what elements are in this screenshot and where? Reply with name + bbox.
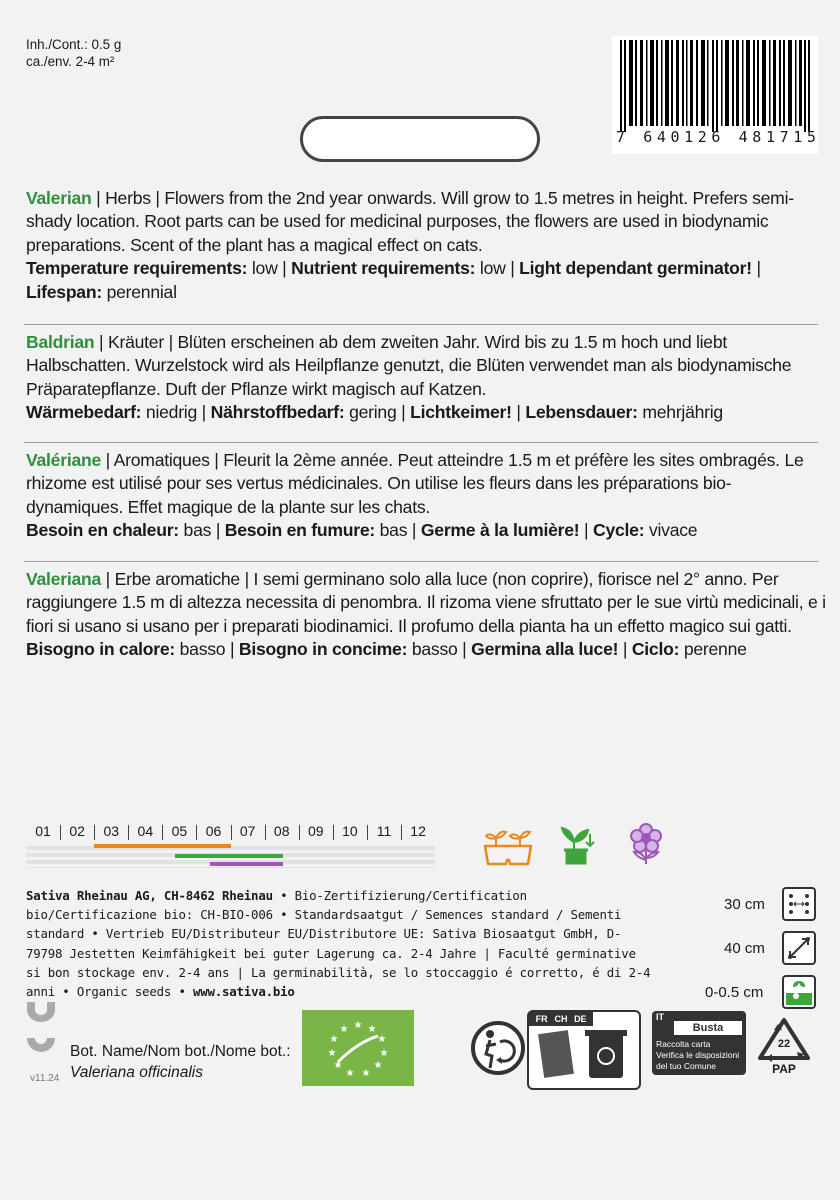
svg-text:★: ★: [339, 1024, 349, 1035]
svg-text:★: ★: [373, 1060, 383, 1071]
month-label: 04: [128, 823, 162, 839]
pap-number: 22: [777, 1038, 791, 1050]
nutrient-label-en: Nutrient requirements:: [291, 258, 476, 279]
pap-recycling-icon: [756, 1016, 812, 1078]
month-label: 11: [367, 823, 401, 839]
light-germinator-it: Germina alla luce!: [471, 639, 619, 660]
barcode: [612, 36, 821, 154]
month-label: 07: [231, 823, 265, 839]
svg-text:★: ★: [329, 1034, 339, 1045]
svg-text:★: ★: [327, 1048, 337, 1059]
plant-distance-value: 40 cm: [724, 940, 765, 957]
separator: |: [751, 258, 761, 279]
svg-text:★: ★: [377, 1034, 387, 1045]
light-germinator-en: Light dependant germinator!: [519, 258, 752, 279]
description-fr: | Aromatiques | Fleurit la 2ème année. Peut atteindre 1.5 m et préfère les sites ombragés. Le rhizome est utilisé pour ses vertus médicinales. On utilise les fleurs dans les préparations bio-dynamiques. Effet magique de la plante sur les chats.: [26, 450, 804, 517]
svg-text:★: ★: [345, 1068, 355, 1079]
nutrient-value-en: low |: [475, 258, 520, 279]
light-germinator-fr: Germe à la lumière!: [420, 520, 580, 541]
temp-value-fr: bas |: [178, 520, 225, 541]
cycle-label-fr: Cycle:: [593, 520, 645, 541]
divider: [24, 324, 818, 325]
paper-bin-icon: [529, 1026, 635, 1086]
section-english: [26, 187, 826, 304]
lifespan-label-de: Lebensdauer:: [525, 402, 638, 423]
separator: |: [511, 402, 526, 423]
eu-organic-logo: [302, 1010, 414, 1086]
transplant-icon: [560, 826, 600, 873]
nutrient-value-de: gering |: [344, 402, 411, 423]
section-german: [26, 331, 826, 425]
temp-value-en: low |: [247, 258, 292, 279]
svg-text:★: ★: [379, 1048, 389, 1059]
nutrient-value-it: basso |: [407, 639, 472, 660]
lifespan-value-en: perennial: [101, 281, 177, 302]
triman-icon: [470, 1020, 526, 1081]
sativa-logo: [24, 998, 58, 1075]
raccolta-line2: Verifica le disposizioni: [656, 1050, 740, 1060]
legal-text: [26, 886, 656, 1001]
month-label: 03: [94, 823, 128, 839]
svg-text:★: ★: [361, 1068, 371, 1079]
nutrient-label-fr: Besoin en fumure:: [224, 520, 375, 541]
plant-name-fr: Valériane: [26, 450, 102, 470]
sowing-depth-icon: [782, 975, 816, 1009]
svg-text:★: ★: [367, 1024, 377, 1035]
month-label: 01: [35, 823, 51, 839]
month-label: 08: [265, 823, 299, 839]
temp-value-it: basso |: [174, 639, 239, 660]
cycle-value-fr: vivace: [644, 520, 698, 541]
calendar-bar-sowing-tray: [94, 844, 230, 848]
nutrient-label-it: Bisogno in concime:: [238, 639, 408, 660]
row-spacing-icon: [782, 887, 816, 921]
version-code: v11.24: [30, 1073, 60, 1084]
sowing-depth-value: 0-0.5 cm: [705, 984, 764, 1001]
calendar-bar-flowering: [210, 862, 284, 866]
svg-text:★: ★: [353, 1020, 363, 1031]
window-slot: [300, 116, 540, 162]
month-label: 12: [401, 823, 435, 839]
nutrient-label-de: Nährstoffbedarf:: [210, 402, 345, 423]
row-spacing-value: 30 cm: [724, 896, 765, 913]
month-calendar: [26, 823, 435, 839]
description-de: | Kräuter | Blüten erscheinen ab dem zweiten Jahr. Wird bis zu 1.5 m hoch und liebt Halbschatten. Wurzelstock wird als Heilpflanze genutzt, die Blüten verwendet man als biodynamische Präparatepflanze. Duft der Pflanze wirkt magisch auf Katzen.: [26, 332, 792, 399]
barcode-bars: [612, 36, 818, 132]
coverage-area: ca./env. 2-4 m²: [26, 54, 115, 69]
divider: [24, 561, 818, 562]
section-french: [26, 449, 826, 543]
temp-label-de: Wärmebedarf:: [26, 402, 142, 423]
company-name: Sativa Rheinau AG, CH-8462 Rheinau: [26, 888, 273, 903]
light-germinator-de: Lichtkeimer!: [410, 402, 512, 423]
plant-name-en: Valerian: [26, 188, 92, 208]
plant-name-it: Valeriana: [26, 569, 102, 589]
nutrient-value-fr: bas |: [374, 520, 421, 541]
country-ch: CH: [554, 1014, 568, 1024]
cycle-value-it: perenne: [679, 639, 747, 660]
cycle-label-it: Ciclo:: [631, 639, 680, 660]
flower-icon: [626, 822, 666, 871]
temp-label-it: Bisogno in calore:: [26, 639, 175, 660]
barcode-number: 7 640126 481715: [616, 128, 821, 146]
lifespan-value-de: mehrjährig: [637, 402, 723, 423]
italy-recycling-box: [652, 1011, 746, 1075]
svg-text:★: ★: [333, 1060, 343, 1071]
month-label: 02: [60, 823, 94, 839]
country-fr: FR: [535, 1014, 548, 1024]
raccolta-line1: Raccolta carta: [656, 1039, 711, 1049]
temp-value-de: niedrig |: [141, 402, 211, 423]
separator: |: [579, 520, 594, 541]
botanical-name: Valeriana officinalis: [70, 1064, 203, 1081]
divider: [24, 442, 818, 443]
lifespan-label-en: Lifespan:: [26, 281, 102, 302]
temp-label-en: Temperature requirements:: [26, 258, 248, 279]
certification-text: • Bio-Zertifizierung/Certification bio/Certificazione bio: CH-BIO-006 • Standardsaatgut / Semences standard / Sementi standard • Vertrieb EU/Distributeur EU/Distributore UE: Sativa Biosaatgut GmbH, D-79798 Jestetten Keimfähigkeit bei guter Lagerung ca. 2-4 Jahre | Faculté germinative si bon stockage env. 2-4 ans | La germinabilità, se lo stoccaggio é corretto, é di 2-4 anni • Organic seeds •: [26, 888, 651, 1000]
seed-tray-icon: [483, 828, 533, 873]
botanical-label: Bot. Name/Nom bot./Nome bot.:: [70, 1043, 291, 1060]
content-weight: Inh./Cont.: 0.5 g: [26, 37, 122, 52]
section-italian: [26, 568, 826, 662]
busta-label: Busta: [674, 1021, 742, 1035]
info-tri-box: [527, 1010, 641, 1090]
month-label: 09: [299, 823, 333, 839]
description-it: | Erbe aromatiche | I semi germinano solo alla luce (non coprire), fiorisce nel 2° anno. Per raggiungere 1.5 m di altezza necessita di penombra. Il rizoma viene sfruttato per le sue virtù medicinali, e i fiori si usano si usano per i preparati biodinamici. Il profumo della pianta ha un effetto magico sui gatti.: [26, 569, 826, 636]
month-label: 05: [162, 823, 196, 839]
month-label: 06: [196, 823, 230, 839]
month-label: 10: [333, 823, 367, 839]
italy-code: IT: [656, 1012, 664, 1022]
separator: |: [618, 639, 632, 660]
plant-distance-icon: [782, 931, 816, 965]
temp-label-fr: Besoin en chaleur:: [26, 520, 179, 541]
website-link[interactable]: www.sativa.bio: [192, 984, 295, 1000]
pap-label: PAP: [772, 1062, 796, 1076]
plant-name-de: Baldrian: [26, 332, 95, 352]
country-de: DE: [574, 1014, 587, 1024]
calendar-bar-transplant: [175, 854, 283, 858]
description-en: | Herbs | Flowers from the 2nd year onwards. Will grow to 1.5 metres in height. Prefers semi-shady location. Root parts can be used for medicinal purposes, the flowers are used in biodynamic preparations. Scent of the plant has a magical effect on cats.: [26, 188, 794, 255]
raccolta-line3: del tuo Comune: [656, 1061, 717, 1071]
